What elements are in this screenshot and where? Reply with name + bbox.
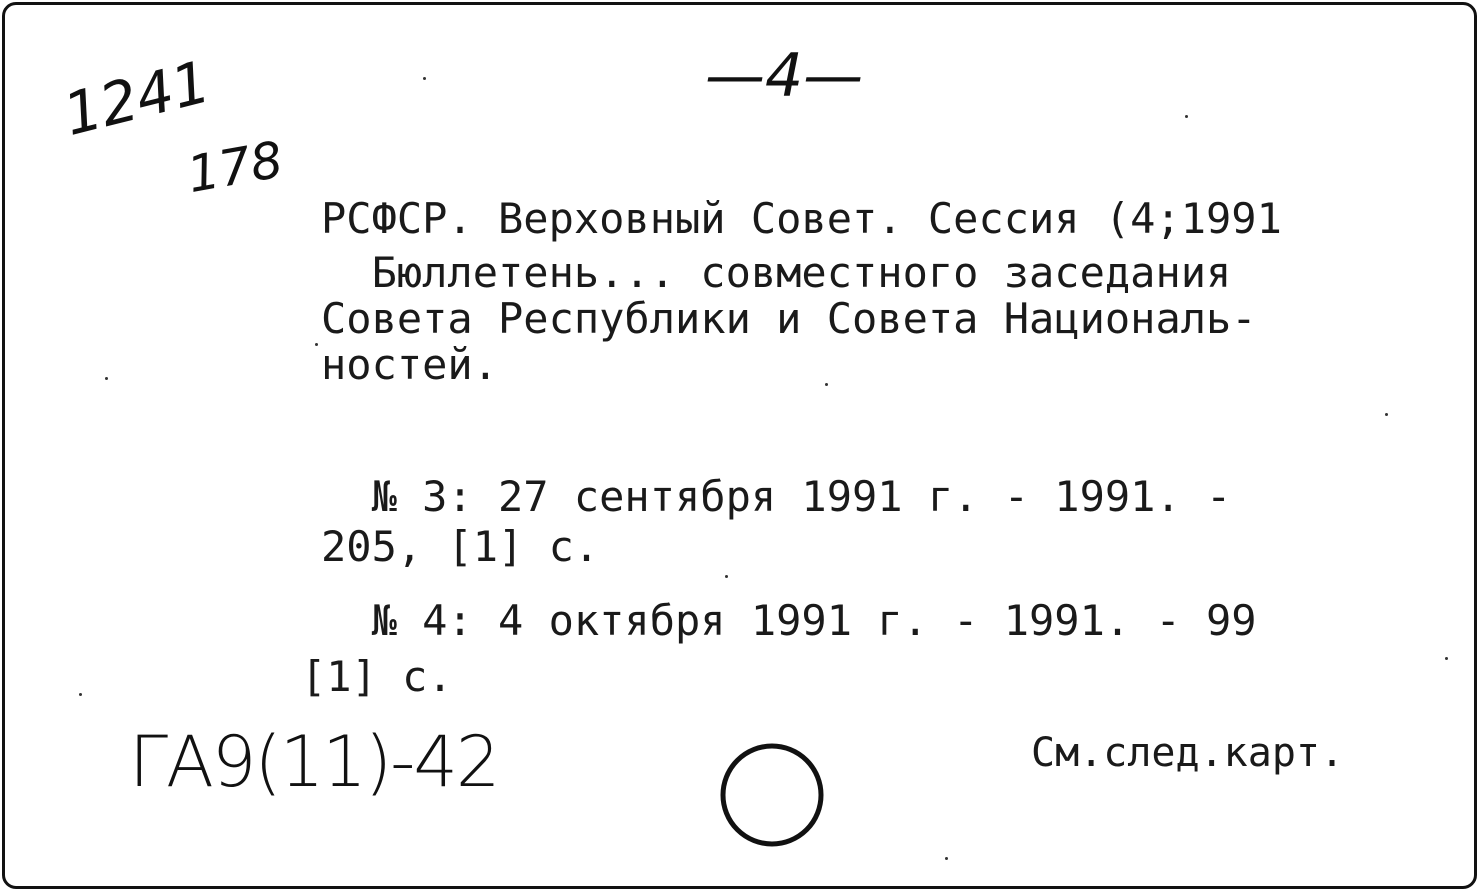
issue-3-line-1: № 3: 27 сентября 1991 г. - 1991. - (321, 472, 1232, 521)
speck (315, 343, 318, 346)
speck (945, 857, 948, 860)
see-next-card: См.след.карт. (1031, 730, 1345, 776)
title-line-2: Совета Республики и Совета Националь- (321, 294, 1257, 343)
class-code: ГА9(11)-42 (129, 721, 499, 803)
issue-4-line-1: № 4: 4 октября 1991 г. - 1991. - 99 (321, 596, 1257, 645)
circle-mark-icon (717, 740, 827, 850)
issue-4-line-2: [1] с. (301, 652, 453, 701)
speck (825, 383, 828, 386)
speck (725, 575, 728, 578)
shelf-mark-bottom: 178 (183, 130, 288, 205)
page-number: —4— (705, 41, 864, 111)
speck (105, 377, 108, 380)
issue-3-line-2: 205, [1] с. (321, 522, 600, 571)
title-line-3: ностей. (321, 340, 499, 389)
speck (1385, 413, 1388, 416)
heading-line: РСФСР. Верховный Совет. Сессия (4;1991 (321, 194, 1282, 243)
speck (423, 77, 426, 80)
title-line-1: Бюллетень... совместного заседания (321, 248, 1232, 297)
shelf-mark-top: 1241 (57, 47, 217, 149)
speck (1445, 657, 1448, 660)
catalog-card (2, 2, 1477, 889)
speck (79, 693, 82, 696)
speck (1185, 115, 1188, 118)
